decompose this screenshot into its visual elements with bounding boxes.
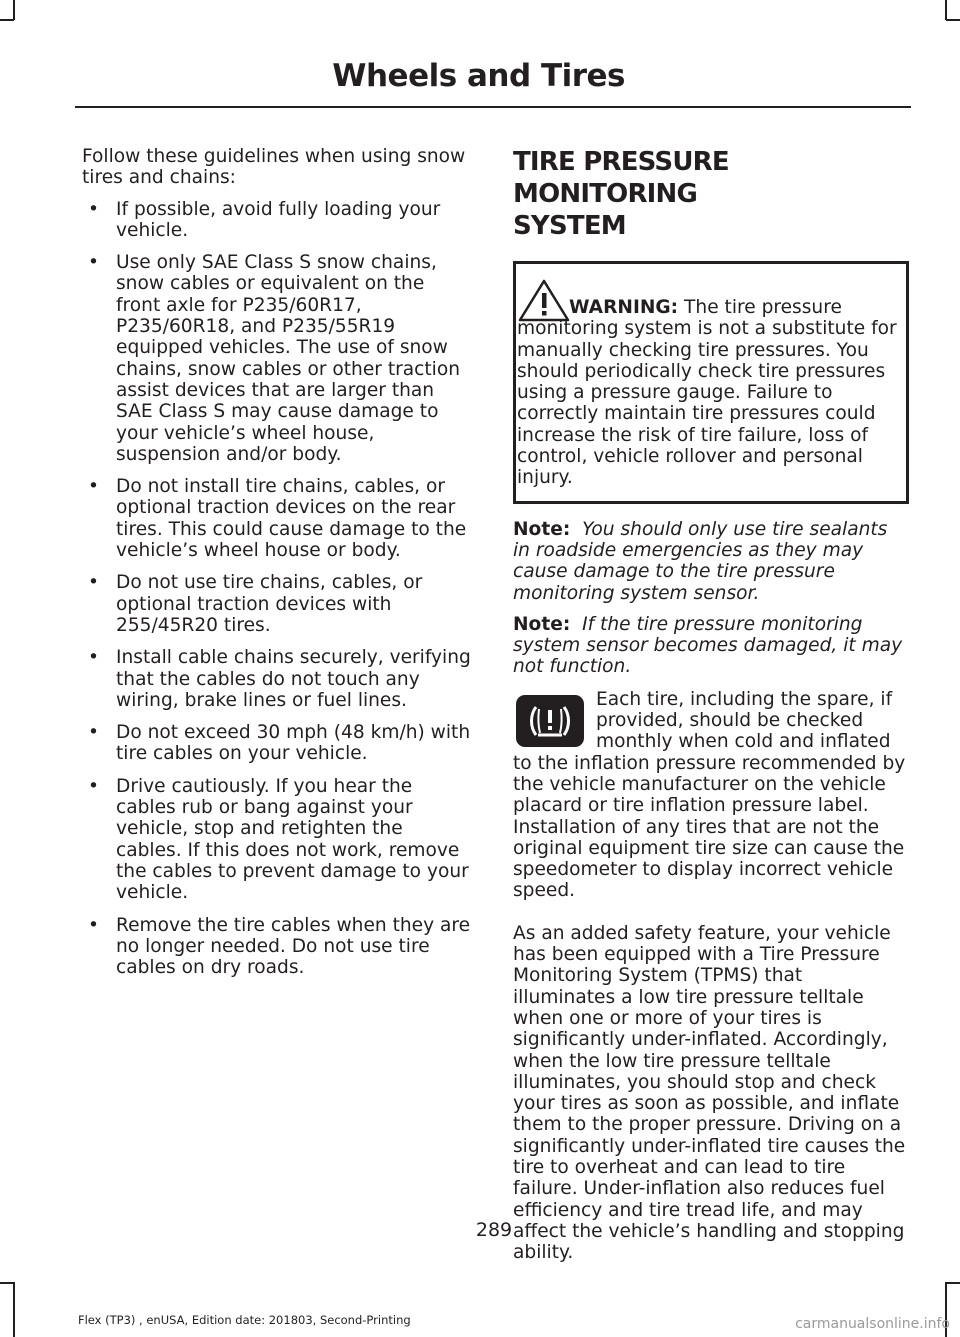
guideline-item: • Use only SAE Class S snow chains, snow cables or equivalent on the front axle for P235/60R17, P235/60R18, and P235/55R19 equipped vehicles. The use of snow chains, snow cables or other traction assist devices that are larger than SAE Class S may cause damage to your vehicle’s wheel house, suspension and/or body. xyxy=(82,252,474,465)
tpms-safety-paragraph: As an added safety feature, your vehicle has been equipped with a Tire Pressure Monitoring System (TPMS) that illuminates a low tire pressure telltale when one or more of your tires is significantly under-inflated. Accordingly, when the low tire pressure telltale illuminates, you should stop and check your tires as soon as possible, and inflate them to the proper pressure. Driving on a significantly under-inflated tire causes the tire to overheat and can lead to tire failure. Under-inflation also reduces fuel efficiency and tire tread life, and may affect the vehicle’s handling and stopping ability. xyxy=(513,922,906,1264)
guideline-item: • Do not install tire chains, cables, or optional traction devices on the rear tires. This could cause damage to the vehicle’s wheel house or body. xyxy=(82,476,474,561)
guideline-item: • If possible, avoid fully loading your vehicle. xyxy=(82,199,474,242)
crop-mark xyxy=(946,19,960,21)
section-title xyxy=(513,146,909,242)
section-title-line: SYSTEM xyxy=(513,211,626,241)
page-number: 289 xyxy=(475,1219,513,1241)
note-label: Note: xyxy=(513,518,571,540)
warning-box xyxy=(513,261,909,504)
crop-mark xyxy=(13,0,15,20)
intro-text: Follow these guidelines when using snow tires and chains: xyxy=(82,146,466,189)
crop-mark xyxy=(0,1282,14,1284)
tpms-paragraph: Each tire, including the spare, if provided, should be checked monthly when cold and inflated to the inflation pressure recommended by the vehicle manufacturer on the vehicle placard or tire inflation pressure label. Installation of any tires that are not the original equipment tire size can cause the speedometer to display incorrect vehicle speed. xyxy=(513,688,906,902)
tire-pressure-telltale-icon xyxy=(516,695,584,747)
guideline-item: • Do not exceed 30 mph (48 km/h) with tire cables on your vehicle. xyxy=(82,722,474,765)
note-text: If the tire pressure monitoring system sensor becomes damaged, it may not function. xyxy=(513,613,903,678)
crop-mark xyxy=(0,19,14,21)
warning-text xyxy=(517,297,901,489)
note xyxy=(513,614,909,678)
tpms-paragraph-block xyxy=(513,689,909,902)
crop-mark xyxy=(945,0,947,20)
warning-triangle-icon xyxy=(518,279,570,323)
note xyxy=(513,519,909,604)
note-label: Note: xyxy=(513,613,571,635)
guideline-list xyxy=(82,199,474,979)
left-column xyxy=(82,146,474,989)
watermark: carmanualsonline.info xyxy=(795,1316,950,1332)
edition-footer: Flex (TP3) , enUSA, Edition date: 201803, Second-Printing xyxy=(78,1313,411,1327)
warning-label: WARNING: xyxy=(569,297,679,318)
guideline-item: • Do not use tire chains, cables, or optional traction devices with 255/45R20 tires. xyxy=(82,572,474,636)
guideline-item: • Install cable chains securely, verifying that the cables do not touch any wiring, brake lines or fuel lines. xyxy=(82,647,474,711)
guideline-item: • Remove the tire cables when they are no longer needed. Do not use tire cables on dry roads. xyxy=(82,915,474,979)
header-rule xyxy=(75,106,911,108)
guideline-item: • Drive cautiously. If you hear the cables rub or bang against your vehicle, stop and retighten the cables. If this does not work, remove the cables to prevent damage to your vehicle. xyxy=(82,776,474,904)
right-column xyxy=(513,146,909,1263)
section-title-line: TIRE PRESSURE MONITORING xyxy=(513,147,729,209)
crop-mark xyxy=(13,1282,15,1337)
note-text: You should only use tire sealants in roadside emergencies as they may cause damage to the tire pressure monitoring system sensor. xyxy=(513,518,888,604)
warning-body: The tire pressure monitoring system is not a substitute for manually checking tire pressures. You should periodically check tire pressures using a pressure gauge. Failure to correctly maintain tire pressures could increase the risk of tire failure, loss of control, vehicle rollover and personal injury. xyxy=(517,297,897,489)
page-header-title: Wheels and Tires xyxy=(332,58,625,94)
crop-mark xyxy=(946,1282,960,1284)
